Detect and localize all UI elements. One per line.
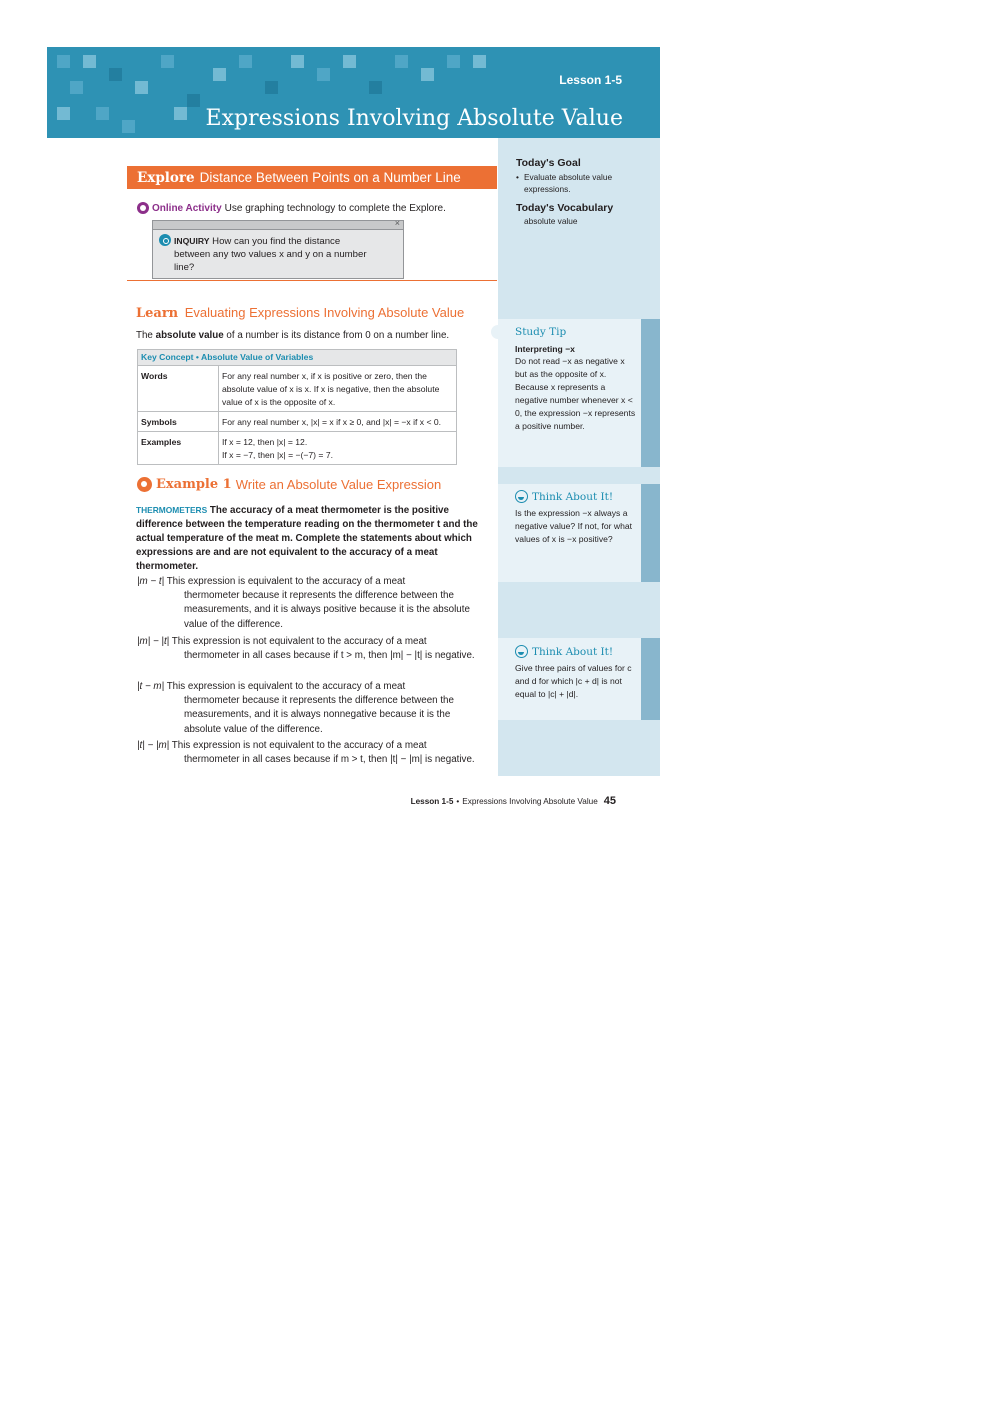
think-text-2: Give three pairs of values for c and d for which |c + d| is not equal to |c| + |d|. [515,663,632,699]
think-stripe [641,484,660,582]
explore-label: Explore [137,169,195,186]
statement-expression: |m| − |t| [137,636,170,647]
example-prompt [136,503,481,574]
table-row [138,411,456,431]
todays-goal [516,157,646,195]
study-tip-subheading: Interpreting −x [515,344,575,354]
head-icon [515,645,528,658]
example-heading [137,477,441,492]
banner-tile [96,107,109,120]
inquiry-titlebar [153,218,403,230]
footer-lesson: Lesson 1-5 [410,797,454,806]
study-tip-box [498,319,660,467]
lesson-banner [47,47,660,138]
online-activity-link[interactable]: Online Activity [152,202,222,214]
banner-tile [317,68,330,81]
example-title: Write an Absolute Value Expression [235,477,442,492]
example-prompt-text: The accuracy of a meat thermometer is the positive difference between the temperature reading on the thermometer t and the actual temperature of the meat m. Complete the statements about which expressions are and are not equivalent to the accuracy of a meat thermometer. [136,505,478,572]
study-tip-heading: Study Tip [515,326,567,338]
study-tip-stripe [641,319,660,467]
banner-tile [57,107,70,120]
inquiry-question: How can you find the distance between any two values x and y on a number line? [174,236,367,273]
banner-tile [213,68,226,81]
think-heading-2: Think About It! [532,645,614,658]
example-line-2: If x = −7, then |x| = −(−7) = 7. [222,450,333,460]
think-about-it-box-1 [498,484,660,582]
think-stripe [641,638,660,720]
banner-tile [161,55,174,68]
explore-title: Distance Between Points on a Number Line [199,170,461,185]
banner-tile [70,81,83,94]
banner-tile [473,55,486,68]
statement-line: This expression is equivalent to the accuracy of a meat [166,576,406,587]
statement-item [137,575,482,632]
think-about-it-box-2 [498,638,660,720]
banner-tile [395,55,408,68]
study-tip-text: Do not read −x as negative x but as the opposite of x. Because x represents a negative number whenever x < 0, the expression −x represents a positive number. [515,356,636,431]
lesson-title: Expressions Involving Absolute Value [205,106,623,131]
banner-tile [421,68,434,81]
explore-heading [127,166,497,189]
learn-definition [136,330,449,341]
row-value: For any real number x, if x is positive or zero, then the absolute value of x is x. If x is negative, then the absolute value of x is the opposite of x. [218,366,456,411]
lesson-label: Lesson 1-5 [559,73,622,87]
online-activity-icon [137,202,149,214]
banner-tile [447,55,460,68]
learn-text-pre: The [136,330,153,341]
key-concept-table [137,349,457,465]
statement-line: This expression is equivalent to the accuracy of a meat [166,681,406,692]
think-text-1: Is the expression −x always a negative value? If not, for what values of x is −x positive? [515,508,633,544]
footer-title: Expressions Involving Absolute Value [462,797,598,806]
table-row [138,365,456,411]
todays-vocabulary [516,202,646,226]
statement-continuation: thermometer in all cases because if m > t, then |t| − |m| is negative. [184,754,475,766]
think-heading-1: Think About It! [532,490,614,503]
online-activity [137,202,446,214]
banner-tile [109,68,122,81]
banner-tile [265,81,278,94]
goal-heading: Today's Goal [516,157,581,169]
head-icon [515,490,528,503]
row-label: Words [141,371,168,381]
banner-tile [135,81,148,94]
example-line-1: If x = 12, then |x| = 12. [222,437,308,447]
statement-line: This expression is not equivalent to the accuracy of a meat [171,740,427,751]
inquiry-icon [159,234,171,246]
statement-item [137,739,482,767]
vocab-term: absolute value [155,330,224,341]
page-footer [411,795,616,807]
banner-tile [343,55,356,68]
example-topic: THERMOMETERS [136,505,208,515]
banner-tile [291,55,304,68]
key-concept-title: Key Concept • Absolute Value of Variables [138,350,456,365]
statement-continuation: thermometer in all cases because if t > m, then |m| − |t| is negative. [184,650,475,662]
statement-item [137,680,482,737]
statement-continuation: thermometer because it represents the difference between the measurements, and it is always nonnegative because it is the absolute value of the difference. [184,695,454,735]
inquiry-text [174,235,374,274]
banner-tile [122,120,135,133]
table-row [138,431,456,464]
statement-continuation: thermometer because it represents the difference between the measurements, and it is always positive because it is the absolute value of the difference. [184,590,470,630]
statement-expression: |t − m| [137,681,165,692]
banner-tile [83,55,96,68]
statement-expression: |m − t| [137,576,165,587]
page-number: 45 [603,795,616,807]
learn-heading [136,305,464,321]
banner-tile [174,107,187,120]
footer-separator: • [456,797,460,806]
learn-label: Learn [136,306,179,321]
statement-expression: |t| − |m| [137,740,170,751]
statement-line: This expression is not equivalent to the accuracy of a meat [171,636,427,647]
inquiry-box [152,220,404,279]
banner-tile [187,94,200,107]
close-icon[interactable]: × [394,218,400,228]
inquiry-label: INQUIRY [174,236,210,246]
example-globe-icon [137,477,152,492]
row-label: Symbols [141,417,177,427]
vocab-heading: Today's Vocabulary [516,202,614,214]
example-label: Example 1 [156,477,232,492]
row-label: Examples [141,437,182,447]
row-value [218,432,456,464]
online-activity-text: Use graphing technology to complete the Explore. [224,202,446,214]
learn-text-post: of a number is its distance from 0 on a number line. [226,330,450,341]
vocab-item: absolute value [524,216,578,226]
banner-tile [369,81,382,94]
banner-tile [239,55,252,68]
learn-title: Evaluating Expressions Involving Absolute Value [184,305,465,320]
explore-divider [127,280,497,281]
banner-tile [57,55,70,68]
goal-item: • Evaluate absolute value expressions. [516,171,646,195]
row-value: For any real number x, |x| = x if x ≥ 0, and |x| = −x if x < 0. [218,412,456,431]
statement-item [137,635,482,663]
